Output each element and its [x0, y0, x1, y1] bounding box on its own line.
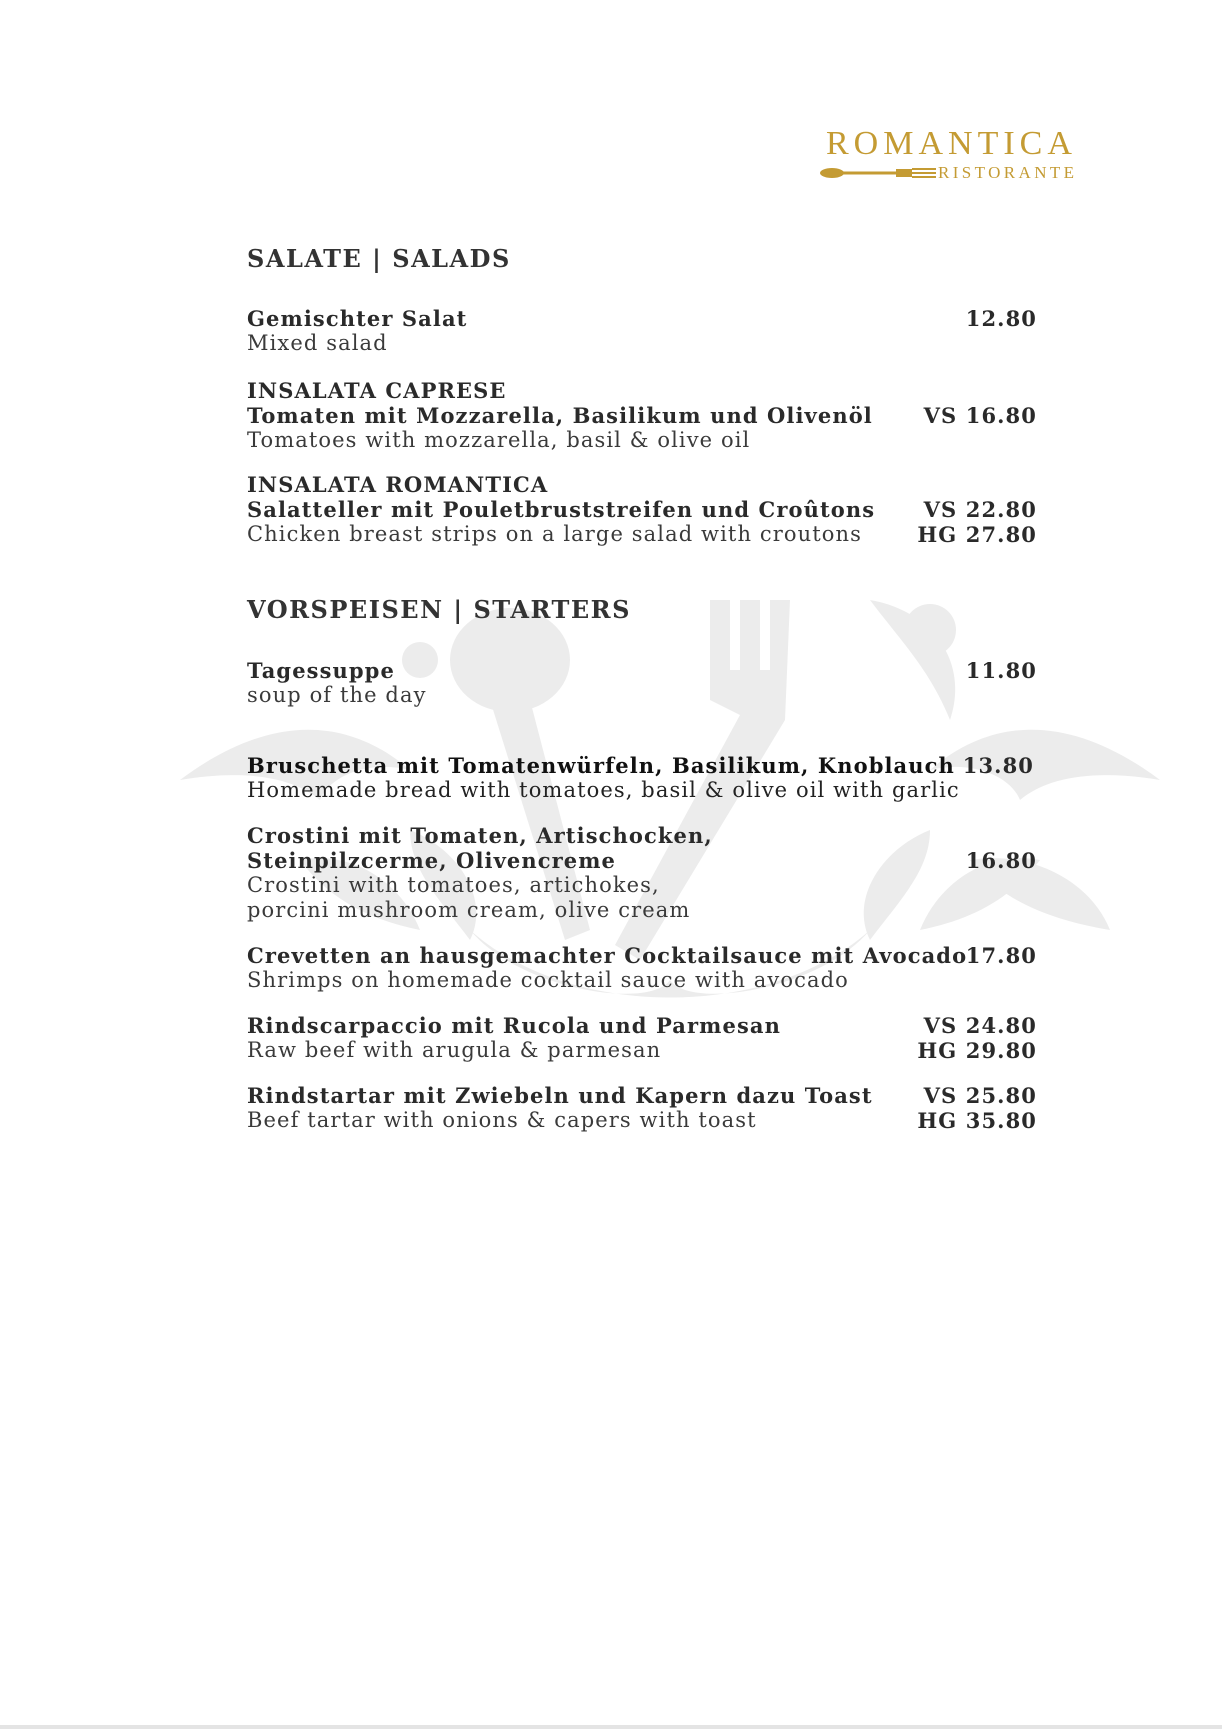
item-description: Beef tartar with onions & capers with toast	[247, 1108, 757, 1132]
item-title: INSALATA CAPRESE	[247, 378, 507, 403]
item-name: Tagessuppe	[247, 658, 395, 683]
menu-item-gemischter-salat	[247, 306, 1037, 356]
item-price-hg: HG 29.80	[917, 1038, 1037, 1063]
menu-item-insalata-caprese	[247, 378, 1037, 453]
item-price: 16.80	[965, 848, 1037, 873]
section-title-starters: VORSPEISEN | STARTERS	[247, 595, 631, 624]
item-price-hg: HG 27.80	[917, 522, 1037, 547]
menu-item-tagessuppe	[247, 658, 1037, 708]
menu-item-rindstartar	[247, 1083, 1037, 1133]
item-price: 13.80	[962, 753, 1034, 778]
item-price-vs: VS 25.80	[923, 1083, 1037, 1108]
logo-title: ROMANTICA	[826, 125, 1077, 162]
romantica-logo	[820, 125, 1090, 195]
item-description: Homemade bread with tomatoes, basil & olive oil with garlic	[247, 778, 960, 802]
item-description: Shrimps on homemade cocktail sauce with avocado	[247, 968, 849, 992]
menu-item-bruschetta	[247, 753, 1097, 803]
logo-subtitle: RISTORANTE	[938, 163, 1078, 182]
item-name: Rindscarpaccio mit Rucola und Parmesan	[247, 1013, 781, 1038]
item-price: 17.80	[965, 943, 1037, 968]
item-name: Crevetten an hausgemachter Cocktailsauce mit Avocado	[247, 943, 968, 968]
page-bottom-edge	[0, 1725, 1222, 1729]
item-description: Mixed salad	[247, 331, 388, 355]
item-name: Salatteller mit Pouletbruststreifen und Croûtons	[247, 497, 876, 522]
item-name: Rindstartar mit Zwiebeln und Kapern dazu Toast	[247, 1083, 873, 1108]
item-description: Raw beef with arugula & parmesan	[247, 1038, 662, 1062]
item-name: Gemischter Salat	[247, 306, 468, 331]
item-description: Tomatoes with mozzarella, basil & olive oil	[247, 428, 751, 452]
menu-item-rindscarpaccio	[247, 1013, 1037, 1063]
item-name: Bruschetta mit Tomatenwürfeln, Basilikum, Knoblauch	[247, 753, 955, 778]
section-title-salads: SALATE | SALADS	[247, 244, 511, 273]
item-name: Tomaten mit Mozzarella, Basilikum und Olivenöl	[247, 403, 873, 428]
menu-item-crevetten	[247, 943, 1037, 993]
item-price-hg: HG 35.80	[917, 1108, 1037, 1133]
item-description: soup of the day	[247, 683, 427, 707]
item-price: VS 16.80	[923, 403, 1037, 428]
item-name-continued: Steinpilzcerme, Olivencreme	[247, 848, 617, 873]
item-price-vs: VS 24.80	[923, 1013, 1037, 1038]
item-name: Crostini mit Tomaten, Artischocken,	[247, 823, 713, 848]
item-price: 11.80	[965, 658, 1037, 683]
item-description: Chicken breast strips on a large salad with croutons	[247, 522, 863, 546]
fork-knife-logo-icon	[820, 165, 938, 181]
item-description: Crostini with tomatoes, artichokes,	[247, 873, 660, 897]
menu-item-insalata-romantica	[247, 472, 1037, 547]
item-description-continued: porcini mushroom cream, olive cream	[247, 898, 691, 922]
item-price: 12.80	[965, 306, 1037, 331]
item-title: INSALATA ROMANTICA	[247, 472, 549, 497]
menu-item-crostini	[247, 823, 1037, 923]
item-price-vs: VS 22.80	[923, 497, 1037, 522]
